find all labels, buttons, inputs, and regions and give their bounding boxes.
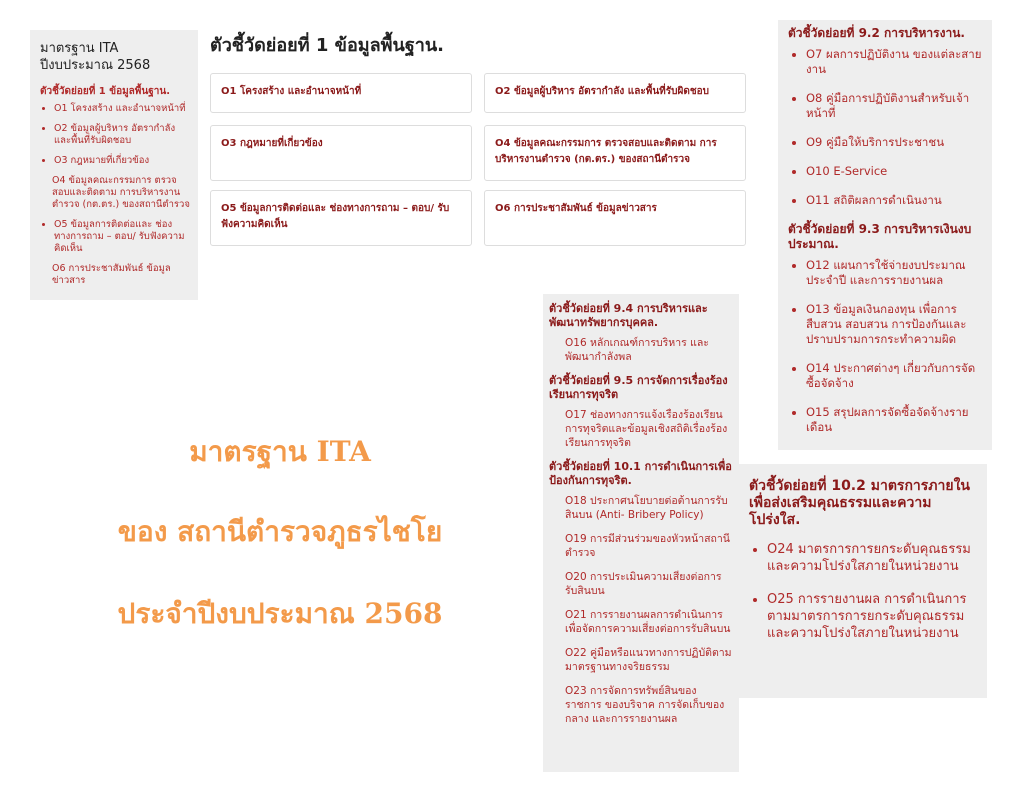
card-o4-link[interactable]: O4 ข้อมูลคณะกรรมการ ตรวจสอบและติดตาม การบริหารงานตำรวจ (กต.ตร.) ของสถานีตำรวจ [484,125,746,181]
link-o10[interactable]: • O10 E-Service [806,164,982,179]
link-o23[interactable]: • O23 การจัดการทรัพย์สินของราชการ ของบริจาค การจัดเก็บของกลาง และการรายงานผล [565,684,733,726]
link-o16[interactable]: • O16 หลักเกณฑ์การบริหาร และพัฒนากำลังพล [565,336,733,364]
link-o14[interactable]: • O14 ประกาศต่างๆ เกี่ยวกับการจัดซื้อจัดจ้าง [806,361,982,391]
right-top-panel [778,20,992,450]
link-o22[interactable]: • O22 คู่มือหรือแนวทางการปฏิบัติตามมาตรฐานทางจริยธรรม [565,646,733,674]
list-9-4 [549,336,733,364]
card-o3-link[interactable]: O3 กฎหมายที่เกี่ยวข้อง [210,125,472,181]
card-o1-link[interactable]: O1 โครงสร้าง และอำนาจหน้าที่ [210,73,472,113]
headline-fiscal-year: ประจำปีงบประมาณ 2568 [117,597,443,630]
link-o11[interactable]: • O11 สถิติผลการดำเนินงาน [806,193,982,208]
link-o17[interactable]: • O17 ช่องทางการแจ้งเรื่องร้องเรียนการทุจริตและข้อมูลเชิงสถิติเรื่องร้องเรียนการทุจริต [565,408,733,450]
sidebar-item-o6[interactable]: O6 การประชาสัมพันธ์ ข้อมูลข่าวสาร [52,263,171,286]
list-9-2 [788,47,982,208]
link-o9[interactable]: • O9 คู่มือให้บริการประชาชน [806,135,982,150]
link-o12[interactable]: • O12 แผนการใช้จ่ายงบประมาณประจำปี และการรายงานผล [806,258,982,288]
link-o19[interactable]: • O19 การมีส่วนร่วมของหัวหน้าสถานีตำรวจ [565,532,733,560]
link-o24[interactable]: • O24 มาตรการการยกระดับคุณธรรม และความโปร่งใสภายในหน่วยงาน [767,541,975,575]
section-title-10-1: ตัวชี้วัดย่อยที่ 10.1 การดำเนินการเพื่อป้องกันการทุจริต. [549,460,732,487]
section-title-10-2: ตัวชี้วัดย่อยที่ 10.2 มาตรการภายในเพื่อส่งเสริมคุณธรรมและความโปร่งใส. [749,478,970,528]
sidebar-list [40,103,190,287]
link-o18[interactable]: • O18 ประกาศนโยบายต่อต้านการรับสินบน (Anti- Bribery Policy) [565,494,733,522]
card-o2-link[interactable]: O2 ข้อมูลผู้บริหาร อัตรากำลัง และพื้นที่รับผิดชอบ [484,73,746,113]
section-title-9-5: ตัวชี้วัดย่อยที่ 9.5 การจัดการเรื่องร้องเรียนการทุจริต [549,374,728,401]
sidebar-section-title: ตัวชี้วัดย่อยที่ 1 ข้อมูลพื้นฐาน. [40,86,170,97]
section-title-9-3: ตัวชี้วัดย่อยที่ 9.3 การบริหารเงินงบประมาณ. [788,222,972,251]
site-title-line-1: มาตรฐาน ITA [40,41,119,56]
list-9-5 [549,408,733,450]
sidebar-item-o4[interactable]: O4 ข้อมูลคณะกรรมการ ตรวจสอบและติดตาม การบริหารงานตำรวจ (กต.ตร.) ของสถานีตำรวจ [52,175,190,210]
section-title-9-4: ตัวชี้วัดย่อยที่ 9.4 การบริหารและพัฒนาทรัพยากรบุคคล. [549,302,708,329]
site-title-line-2: ปีงบประมาณ 2568 [40,58,151,73]
list-9-3 [788,258,982,435]
sidebar-item-o2[interactable]: • O2 ข้อมูลผู้บริหาร อัตรากำลัง และพื้นที่รับผิดชอบ [54,123,190,147]
link-o20[interactable]: • O20 การประเมินความเสี่ยงต่อการรับสินบน [565,570,733,598]
sidebar-item-o3[interactable]: • O3 กฎหมายที่เกี่ยวข้อง [54,155,190,167]
headline-ita: มาตรฐาน ITA [189,435,371,468]
sidebar-item-o1[interactable]: • O1 โครงสร้าง และอำนาจหน้าที่ [54,103,190,115]
section-title-9-2: ตัวชี้วัดย่อยที่ 9.2 การบริหารงาน. [788,26,965,40]
link-o25[interactable]: • O25 การรายงานผล การดำเนินการตามมาตรการการยกระดับคุณธรรม และความโปร่งใสภายในหน่วยงาน [767,591,975,642]
sidebar-item-o5[interactable]: • O5 ข้อมูลการติดต่อและ ช่องทางการถาม – ตอบ/ รับฟังความคิดเห็น [54,219,190,255]
right-bottom-panel [737,464,987,698]
link-o15[interactable]: • O15 สรุปผลการจัดซื้อจัดจ้างรายเดือน [806,405,982,435]
list-10-2 [749,541,975,642]
middle-panel [543,294,739,772]
link-o13[interactable]: • O13 ข้อมูลเงินกองทุน เพื่อการสืบสวน สอบสวน การป้องกันและปราบปรามการกระทำความผิด [806,302,982,347]
link-o21[interactable]: • O21 การรายงานผลการดำเนินการเพื่อจัดการความเสี่ยงต่อการรับสินบน [565,608,733,636]
link-o8[interactable]: • O8 คู่มือการปฏิบัติงานสำหรับเจ้าหน้าที่ [806,91,982,121]
card-o6-link[interactable]: O6 การประชาสัมพันธ์ ข้อมูลข่าวสาร [484,190,746,246]
headline-station: ของ สถานีตำรวจภูธรไชโย [117,515,443,548]
left-sidebar-panel [30,30,198,300]
list-10-1 [549,494,733,726]
page-title: ตัวชี้วัดย่อยที่ 1 ข้อมูลพื้นฐาน. [210,35,444,56]
link-o7[interactable]: • O7 ผลการปฏิบัติงาน ของแต่ละสายงาน [806,47,982,77]
card-o5-link[interactable]: O5 ข้อมูลการติดต่อและ ช่องทางการถาม – ตอบ/ รับฟังความคิดเห็น [210,190,472,246]
